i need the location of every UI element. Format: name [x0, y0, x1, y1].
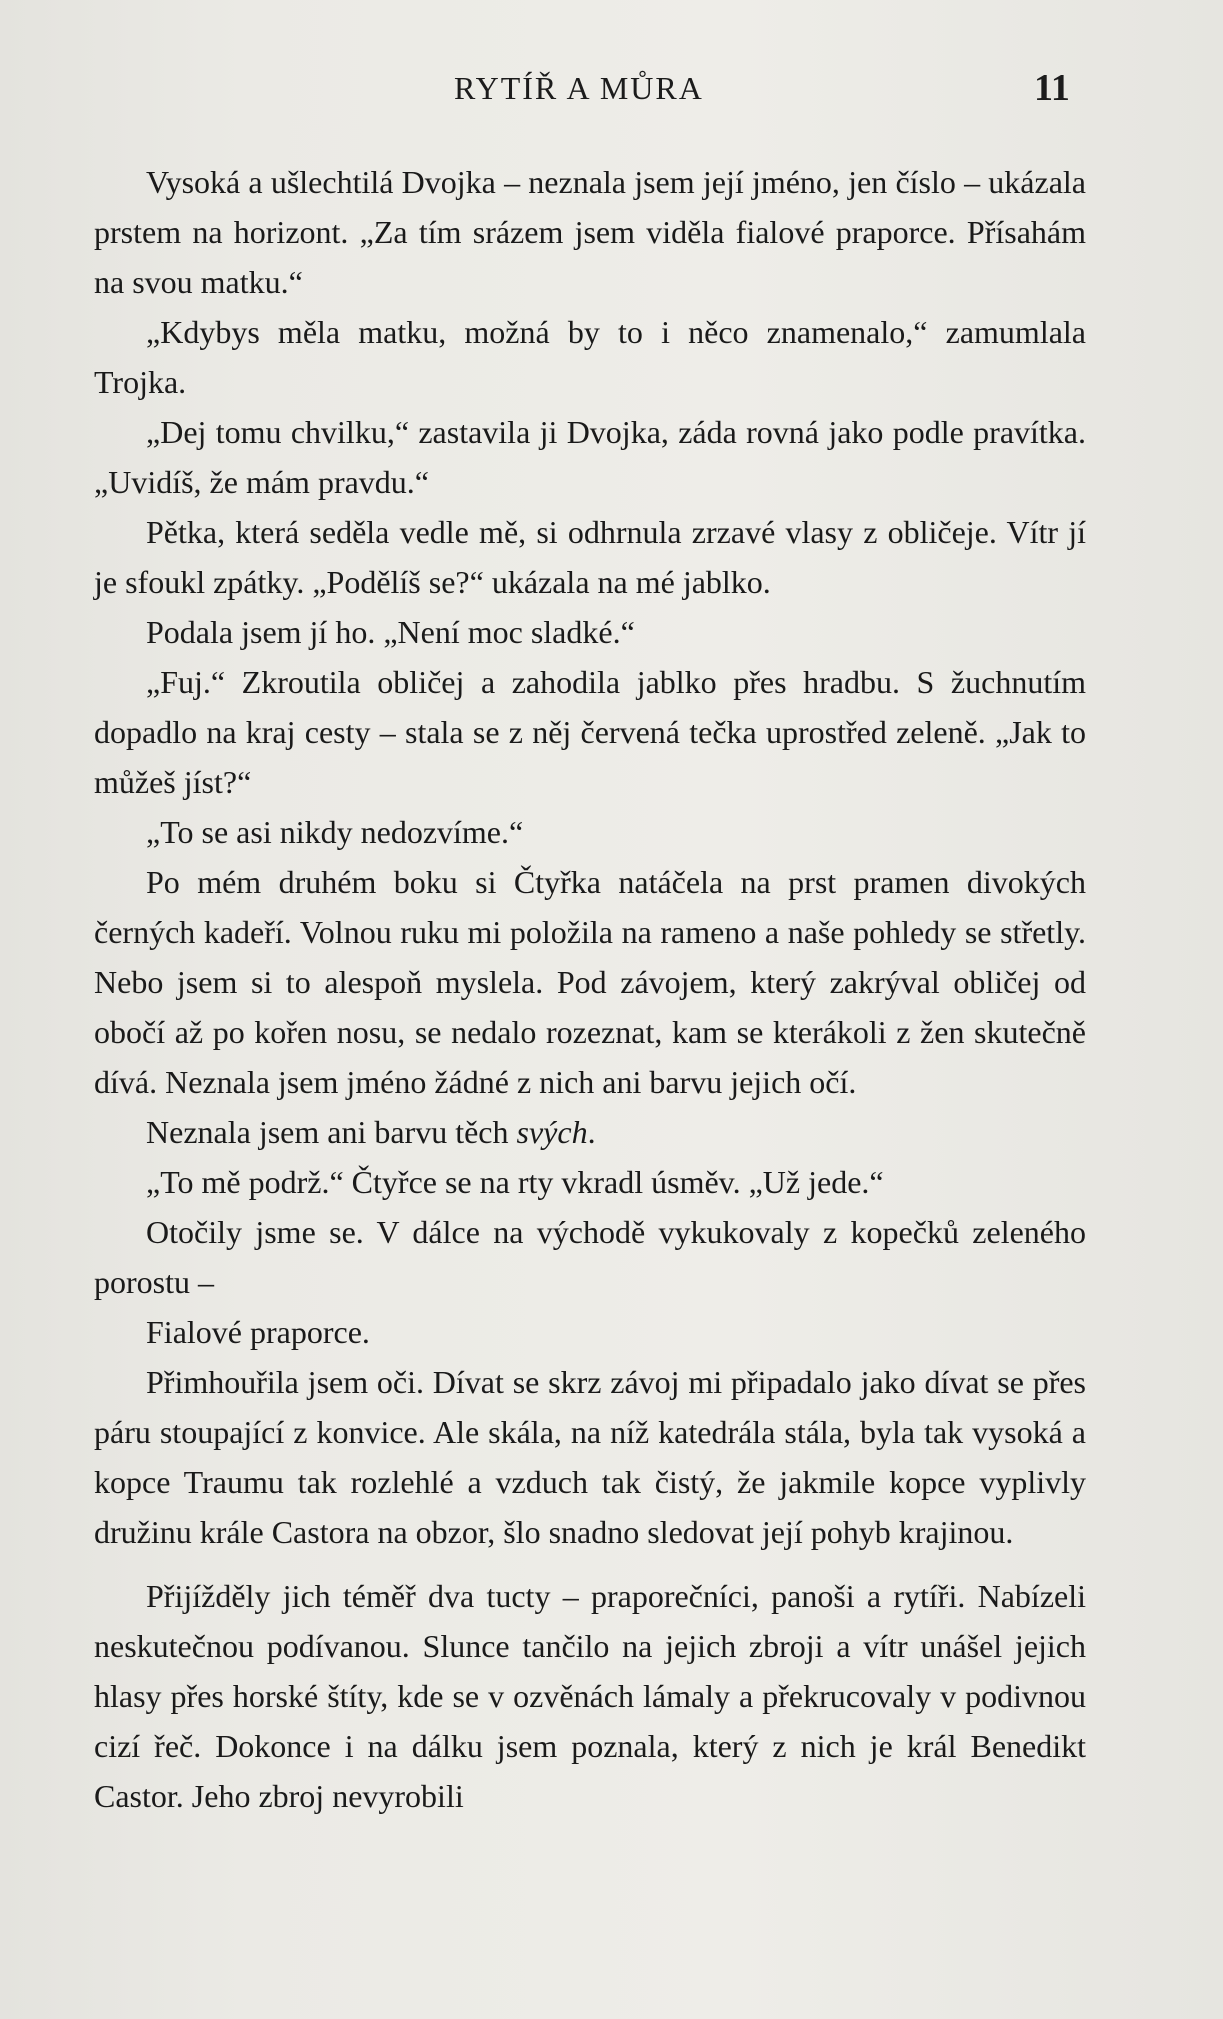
paragraph: Fialové praporce. [146, 1314, 370, 1350]
paragraph: Přijížděly jich téměř dva tucty – praporečníci, panoši a rytíři. Nabízeli neskutečnou podívanou. Slunce tančilo na jejich zbroji a vítr unášel jejich hlasy přes horské štíty, kde se v ozvěnách lámaly a překrucovaly v podivnou cizí řeč. Dokonce i na dálku jsem poznala, který z nich je král Benedikt Castor. Jeho zbroj nevyrobili [94, 1578, 1086, 1814]
paragraph: Podala jsem jí ho. „Není moc sladké.“ [146, 614, 635, 650]
paragraph: „To mě podrž.“ Čtyřce se na rty vkradl úsměv. „Už jede.“ [146, 1164, 884, 1200]
paragraph: Pětka, která seděla vedle mě, si odhrnula zrzavé vlasy z obličeje. Vítr jí je sfoukl zpátky. „Podělíš se?“ ukázala na mé jablko. [94, 514, 1086, 600]
paragraph: „Dej tomu chvilku,“ zastavila ji Dvojka, záda rovná jako podle pravítka. „Uvidíš, že mám pravdu.“ [94, 414, 1086, 500]
emphasized-word: svých [516, 1114, 588, 1150]
body-text [94, 157, 1086, 1821]
paragraph: Přimhouřila jsem oči. Dívat se skrz závoj mi připadalo jako dívat se přes páru stoupající z konvice. Ale skála, na níž katedrála stála, byla tak vysoká a kopce Traumu tak rozlehlé a vzduch tak čistý, že jakmile kopce vyplivly družinu krále Castora na obzor, šlo snadno sledovat její pohyb krajinou. [94, 1364, 1086, 1550]
paragraph: Otočily jsme se. V dálce na východě vykukovaly z kopečků zeleného porostu – [94, 1214, 1086, 1300]
running-head [0, 66, 1223, 116]
page-number: 11 [1034, 67, 1070, 109]
paragraph: „Fuj.“ Zkroutila obličej a zahodila jablko přes hradbu. S žuchnutím dopadlo na kraj cesty – stala se z něj červená tečka uprostřed zeleně. „Jak to můžeš jíst?“ [94, 664, 1086, 800]
paragraph: Vysoká a ušlechtilá Dvojka – neznala jsem její jméno, jen číslo – ukázala prstem na horizont. „Za tím srázem jsem viděla fialové praporce. Přísahám na svou matku.“ [94, 164, 1086, 300]
paragraph: „To se asi nikdy nedozvíme.“ [146, 814, 524, 850]
paragraph: „Kdybys měla matku, možná by to i něco znamenalo,“ zamumlala Trojka. [94, 314, 1086, 400]
paragraph: Neznala jsem ani barvu těch svých. [146, 1114, 596, 1150]
paragraph: Po mém druhém boku si Čtyřka natáčela na prst pramen divokých černých kadeří. Volnou ruku mi položila na rameno a naše pohledy se střetly. Nebo jsem si to alespoň myslela. Pod závojem, který zakrýval obličej od obočí až po kořen nosu, se nedalo rozeznat, kam se kterákoli z žen skutečně dívá. Neznala jsem jméno žádné z nich ani barvu jejich očí. [94, 864, 1086, 1100]
running-title: RYTÍŘ A MŮRA [454, 70, 704, 106]
